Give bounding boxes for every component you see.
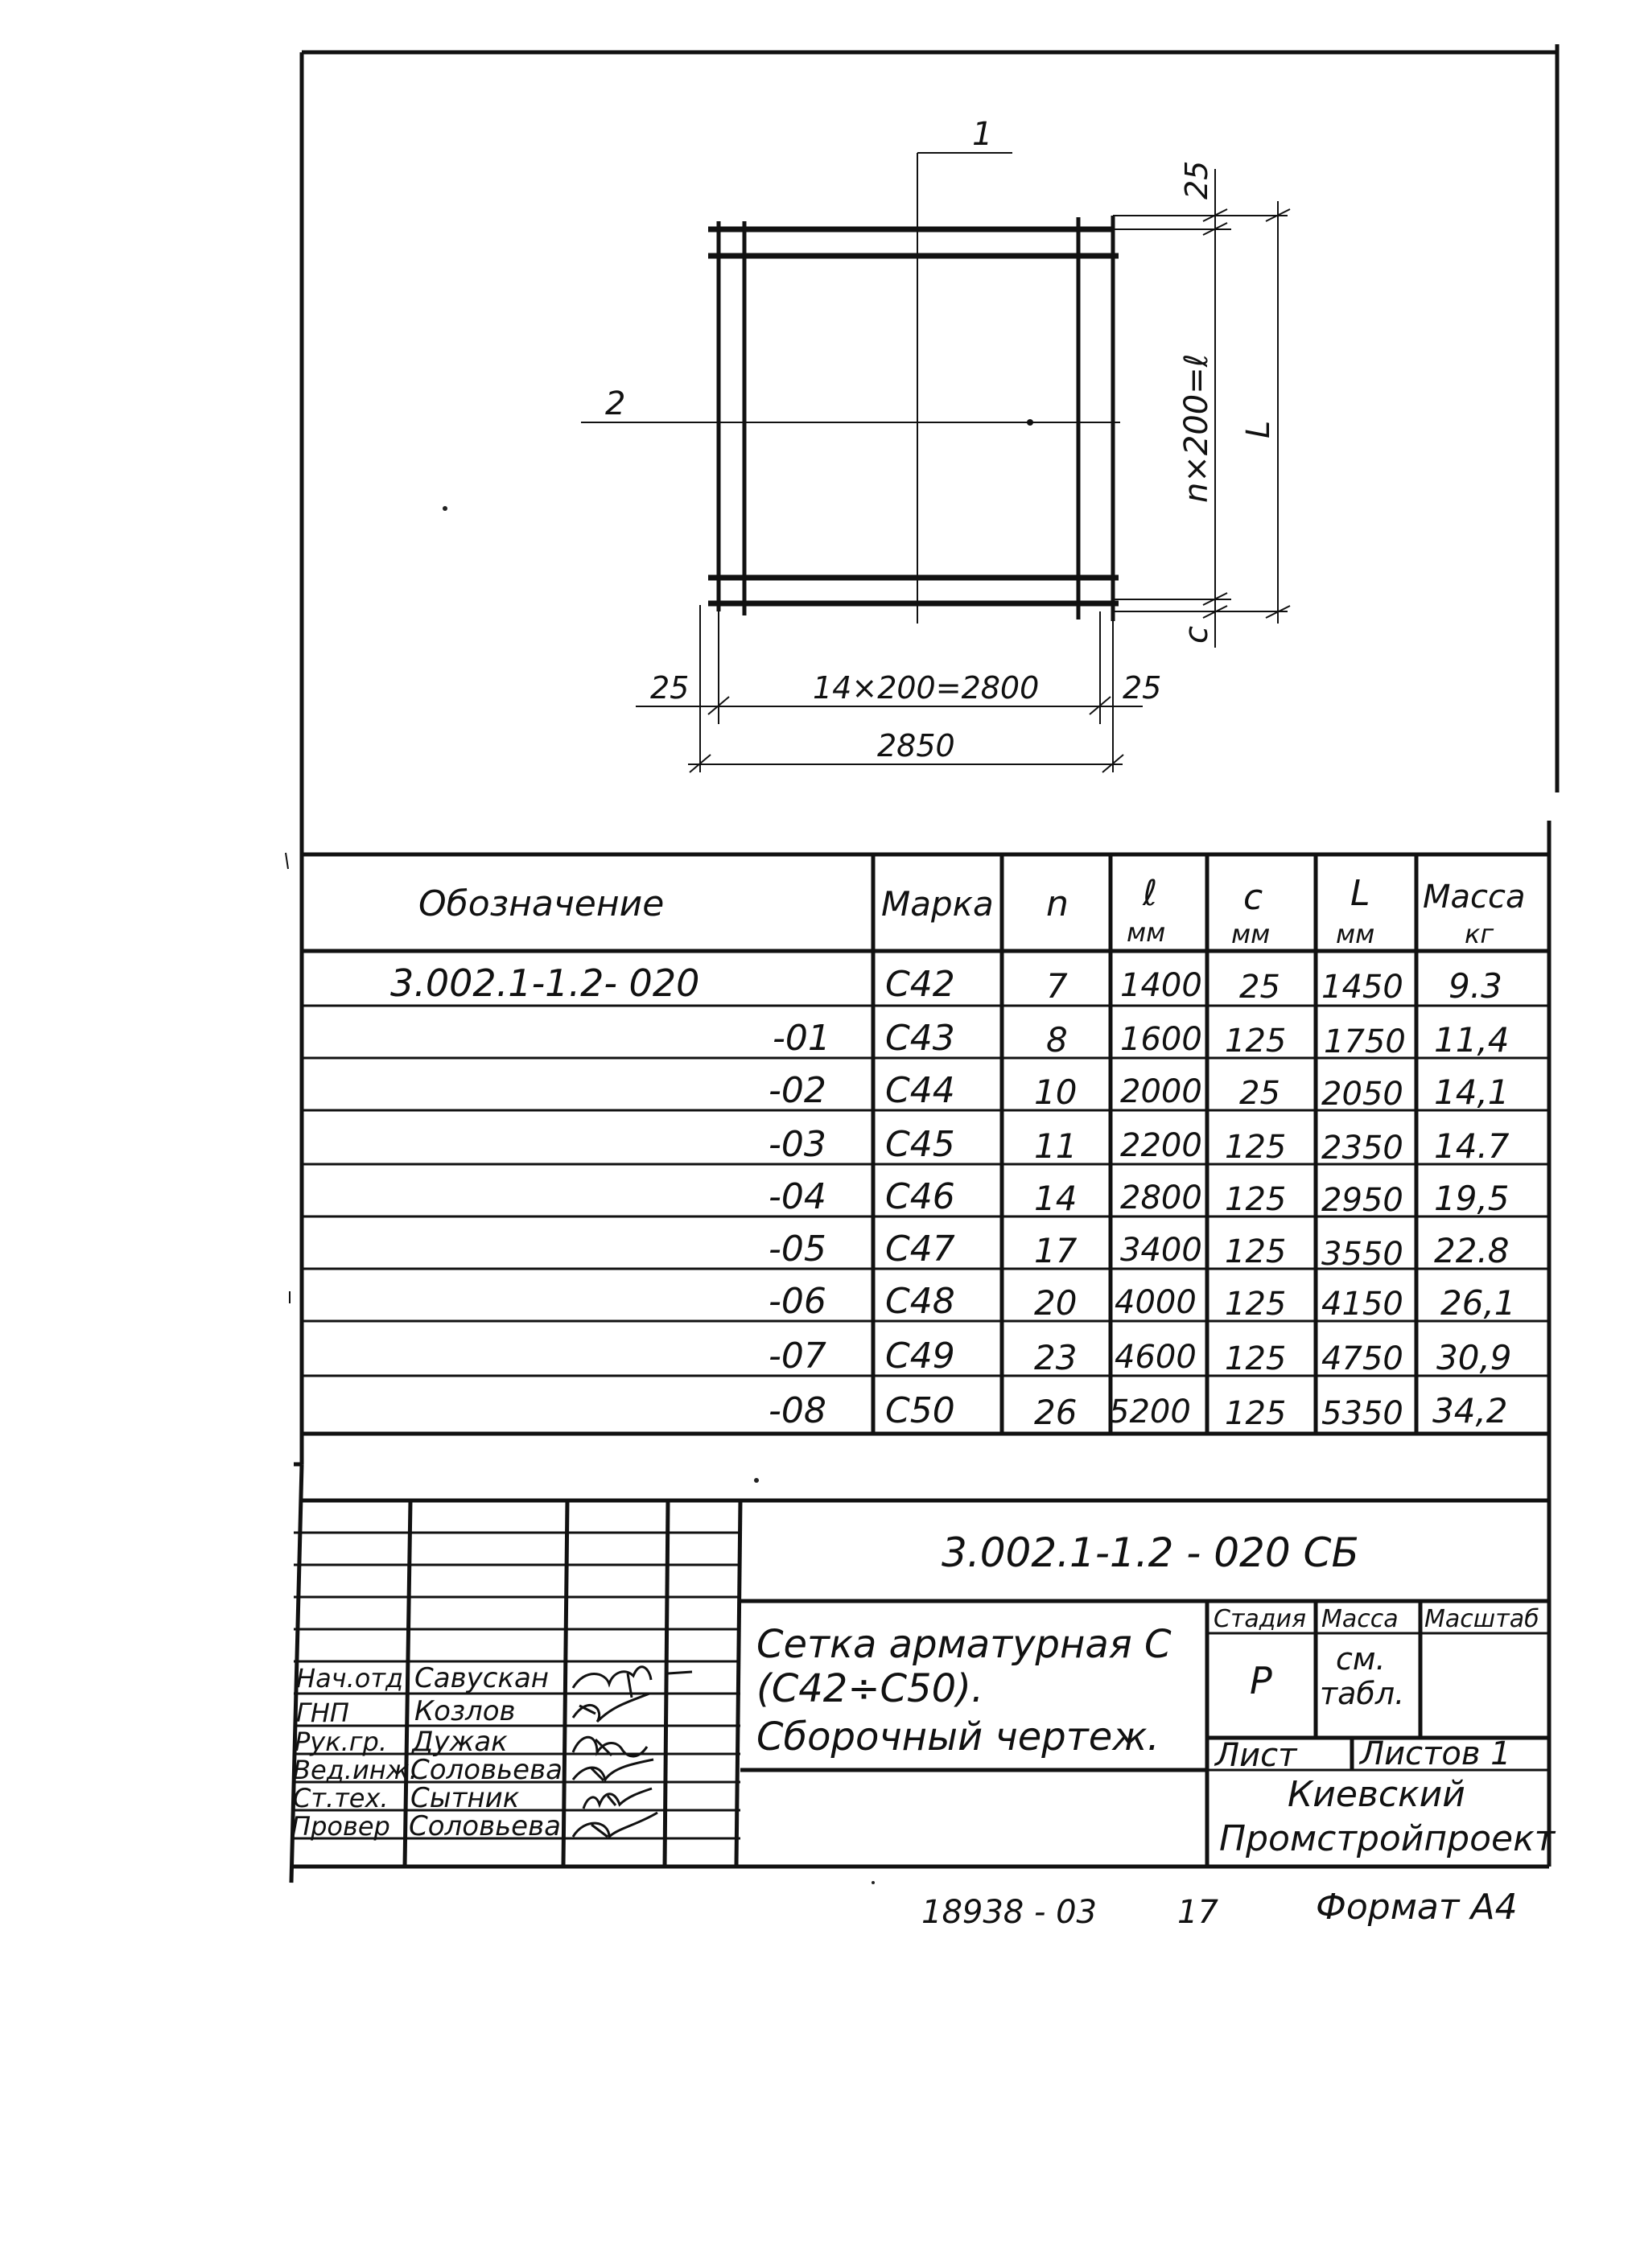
table-cell-l: 5200: [1109, 1393, 1191, 1430]
staff-role: Провер: [291, 1811, 390, 1842]
staff-name: Соловьева: [409, 1810, 561, 1842]
table-cell-designation: -07: [769, 1336, 826, 1377]
table-cell-c: 125: [1225, 1340, 1287, 1377]
mass-value-1: см.: [1336, 1641, 1386, 1677]
table-cell-designation: -04: [769, 1176, 826, 1217]
table-cell-mark: С50: [885, 1390, 955, 1431]
organization-line2: Промстройпроект: [1219, 1818, 1556, 1859]
header-c: c: [1243, 877, 1263, 918]
table-cell-c: 125: [1225, 1395, 1287, 1432]
table-cell-c: 125: [1225, 1129, 1287, 1166]
table-cell-n: 23: [1034, 1338, 1078, 1377]
table-cell-designation: -01: [773, 1018, 830, 1059]
leader-label-1: 1: [972, 116, 993, 153]
staff-role: Ст.тех.: [293, 1783, 389, 1813]
table-cell-n: 11: [1034, 1126, 1078, 1166]
dim-c: c: [1178, 626, 1215, 644]
staff-role: Рук.гр.: [295, 1727, 388, 1757]
staff-name: Савускан: [414, 1662, 550, 1694]
header-n: n: [1046, 883, 1069, 924]
staff-name: Дужак: [412, 1726, 508, 1758]
table-cell-l: 3400: [1120, 1232, 1202, 1269]
organization-line1: Киевский: [1288, 1774, 1465, 1815]
table-cell-c: 125: [1225, 1286, 1287, 1323]
scale-label: Масштаб: [1424, 1605, 1539, 1633]
staff-name: Соловьева: [410, 1754, 563, 1786]
format-label: Формат А4: [1316, 1887, 1518, 1928]
table-cell-mark: С46: [885, 1176, 955, 1217]
table-cell-mark: С45: [885, 1124, 955, 1165]
staff-name: Сытник: [410, 1782, 520, 1814]
dim-left-25: 25: [650, 670, 690, 706]
header-designation: Обозначение: [418, 883, 665, 924]
table-cell-c: 125: [1225, 1023, 1287, 1060]
table-cell-mass: 11,4: [1434, 1020, 1510, 1060]
table-cell-L: 1750: [1324, 1023, 1406, 1060]
page-number: 17: [1177, 1894, 1218, 1931]
document-title-line3: Сборочный чертеж.: [756, 1714, 1160, 1760]
dim-top-25: 25: [1179, 160, 1214, 200]
table-cell-designation: -06: [769, 1281, 826, 1322]
table-cell-mass: 14,1: [1434, 1072, 1510, 1112]
dim-vertical-inner: n×200=ℓ: [1178, 353, 1215, 503]
header-l: ℓ: [1143, 873, 1158, 914]
table-cell-mark: С47: [885, 1229, 955, 1270]
table-cell-mark: С49: [885, 1336, 955, 1377]
table-cell-c: 25: [1239, 969, 1280, 1006]
leader-label-2: 2: [605, 385, 626, 422]
staff-role: ГНП: [296, 1698, 349, 1728]
table-cell-n: 26: [1034, 1393, 1078, 1432]
table-cell-mass: 14.7: [1434, 1126, 1510, 1166]
table-cell-n: 17: [1034, 1231, 1078, 1270]
table-cell-mass: 19,5: [1434, 1179, 1510, 1218]
table-cell-L: 4150: [1321, 1286, 1403, 1323]
table-cell-n: 10: [1034, 1072, 1078, 1112]
staff-role: Нач.отд: [296, 1663, 404, 1694]
stage-value: Р: [1250, 1659, 1272, 1702]
table-cell-designation: -03: [769, 1124, 826, 1165]
table-cell-c: 125: [1225, 1233, 1287, 1270]
dim-right-25: 25: [1123, 670, 1162, 706]
table-cell-l: 2200: [1120, 1127, 1202, 1164]
table-cell-L: 1450: [1321, 969, 1403, 1006]
header-mass: Масса: [1423, 879, 1526, 916]
table-cell-mass: 26,1: [1440, 1283, 1516, 1323]
table-cell-c: 125: [1225, 1181, 1287, 1218]
table-cell-L: 2350: [1321, 1130, 1403, 1167]
header-L: L: [1350, 873, 1370, 914]
mass-value-2: табл.: [1320, 1676, 1405, 1711]
table-cell-l: 1400: [1120, 967, 1202, 1004]
header-c-unit: мм: [1231, 919, 1271, 949]
table-cell-mass: 22.8: [1434, 1231, 1510, 1270]
table-cell-designation: -08: [769, 1390, 826, 1431]
table-cell-L: 2950: [1321, 1182, 1403, 1219]
table-cell-designation: -02: [769, 1070, 826, 1111]
sheets-label: Листов 1: [1360, 1735, 1511, 1772]
table-cell-L: 2050: [1321, 1076, 1403, 1113]
table-cell-c: 25: [1239, 1075, 1280, 1112]
table-cell-n: 20: [1034, 1283, 1078, 1323]
staff-role: Вед.инж.: [293, 1755, 418, 1785]
mesh-plan: [581, 153, 1120, 624]
header-l-unit: мм: [1127, 917, 1166, 948]
inventory-number: 18938 - 03: [921, 1894, 1098, 1931]
table-cell-l: 4000: [1115, 1284, 1197, 1321]
table-cell-mark: С43: [885, 1018, 955, 1059]
table-cell-l: 2800: [1120, 1179, 1202, 1216]
header-mass-unit: кг: [1465, 919, 1494, 949]
table-cell-n: 8: [1046, 1020, 1068, 1060]
dim-total: 2850: [877, 728, 955, 764]
table-cell-n: 7: [1046, 966, 1068, 1006]
mass-label: Масса: [1321, 1605, 1399, 1633]
spec-table-rows: [390, 961, 1516, 1432]
table-cell-mass: 30,9: [1436, 1338, 1512, 1377]
table-cell-designation: 3.002.1-1.2- 020: [390, 961, 700, 1005]
table-cell-l: 4600: [1115, 1339, 1197, 1376]
staff-name: Козлов: [414, 1695, 516, 1727]
table-cell-mark: С42: [885, 964, 955, 1005]
document-title-line1: Сетка арматурная С: [756, 1622, 1172, 1667]
table-cell-l: 2000: [1120, 1073, 1202, 1110]
dim-span: 14×200=2800: [813, 670, 1040, 706]
table-cell-L: 3550: [1321, 1236, 1403, 1273]
header-L-unit: мм: [1336, 919, 1375, 949]
table-cell-designation: -05: [769, 1229, 826, 1270]
table-cell-n: 14: [1034, 1179, 1078, 1218]
document-code: 3.002.1-1.2 - 020 СБ: [942, 1529, 1359, 1576]
table-cell-l: 1600: [1120, 1021, 1202, 1058]
table-cell-mark: С44: [885, 1070, 955, 1111]
staff-list: [291, 1662, 563, 1842]
document-title-line2: (С42÷С50).: [756, 1666, 984, 1711]
table-cell-L: 4750: [1321, 1340, 1403, 1377]
table-cell-mark: С48: [885, 1281, 955, 1322]
table-cell-mass: 9.3: [1448, 966, 1502, 1006]
table-cell-L: 5350: [1321, 1395, 1403, 1432]
dim-vertical-total: L: [1240, 420, 1277, 438]
table-cell-mass: 34,2: [1432, 1391, 1508, 1430]
header-mark: Марка: [881, 884, 994, 924]
sheet-label: Лист: [1215, 1737, 1297, 1774]
stage-label: Стадия: [1214, 1605, 1307, 1633]
